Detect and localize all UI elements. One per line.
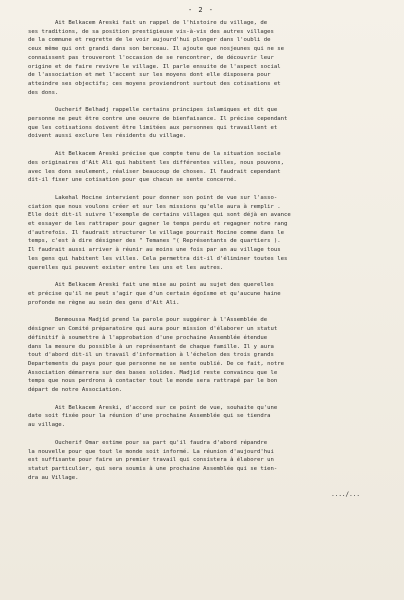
text-line: que les cotisations doivent être limitées aux personnes qui travaillent et <box>28 124 278 131</box>
text-line: désigner un Comité préparatoire qui aura pour mission d'élaborer un statut <box>28 326 278 333</box>
text-line: dra au Village. <box>28 474 79 481</box>
paragraph <box>28 106 374 141</box>
text-line: querelles qui peuvent exister entre les uns et les autres. <box>28 264 224 271</box>
text-line: date soit fixée pour la réunion d'une prochaine Assemblée qui se tiendra <box>28 413 271 420</box>
text-line: temps, c'est à dire désigner des " Temanes "( Représentants de quartiers ). <box>28 238 281 245</box>
text-line: origine et de faire revivre le village. Il parle ensuite de l'aspect social <box>28 63 281 70</box>
paragraph <box>28 439 374 483</box>
text-line: définitif à soumettre à l'approbation d'une prochaine Assemblée étendue <box>28 334 268 341</box>
text-line: dit-il fixer une cotisation pour que chacun se sente concerné. <box>28 177 237 184</box>
text-line: Oucherif Omar estime pour sa part qu'il faudra d'abord répandre <box>28 439 268 446</box>
text-line: Il faudrait aussi arriver à réunir au moins une fois par an au village tous <box>28 247 281 254</box>
text-line: Oucherif Belhadj rappelle certains principes islamiques et dit que <box>28 107 278 114</box>
text-line: de la commune et regrette de le voir aujourd'hui plonger dans l'oubli de <box>28 37 271 44</box>
text-line: Ait Belkacem Areski fait une mise au point au sujet des querelles <box>28 282 274 289</box>
text-line: et précise qu'il ne peut s'agir que d'un certain égoïsme et qu'aucune haine <box>28 290 281 297</box>
paragraph <box>28 19 374 97</box>
continuation-mark: ..../... <box>331 491 360 499</box>
text-line: des dons. <box>28 89 59 96</box>
text-line: profonde ne règne au sein des gens d'Ait Ali. <box>28 299 180 306</box>
paragraph <box>28 281 374 307</box>
text-line: temps que nous perdrons à contacter tout le monde sera rattrapé par le bon <box>28 378 278 385</box>
text-line: dans la mesure du possible à un représentant de chaque famille. Il y aura <box>28 343 274 350</box>
text-line: connaissent pas trouveront l'occasion de se rencontrer, de découvrir leur <box>28 54 274 61</box>
text-line: statut particulier, qui sera soumis à une prochaine Assemblée qui se tien- <box>28 465 278 472</box>
text-line: ciation que nous voulons créer et sur les missions qu'elle aura à remplir . <box>28 203 281 210</box>
text-line: départ de notre Association. <box>28 387 123 394</box>
text-line: Ait Belkacem Areski, d'accord sur ce point de vue, souhaite qu'une <box>28 404 278 411</box>
paragraph <box>28 150 374 185</box>
text-line: Lakehal Hocine intervient pour donner son point de vue sur l'asso- <box>28 194 278 201</box>
paragraph <box>28 316 374 394</box>
text-line: ceux même qui ont grandi dans son berceau. Il ajoute que nosjeunes qui ne se <box>28 46 284 53</box>
text-line: personne ne peut être contre une oeuvre de bienfaisance. Il précise cependant <box>28 116 288 123</box>
text-line: d'autrefois. Il faudrait structurer le village pourrait Hocine comme dans le <box>28 229 284 236</box>
page-number: - 2 - <box>187 6 215 14</box>
text-line: Elle doit dit-il suivre l'exemple de certains villages qui sont déjà en avance <box>28 212 291 219</box>
text-line: tout d'abord dit-il un travail d'information à l'échelon des trois grands <box>28 352 274 359</box>
document-body <box>28 19 374 482</box>
text-line: des originaires d'Ait Ali qui habitent les différentes villes, nous pouvons, <box>28 159 284 166</box>
text-line: est suffisante pour faire un premier travail qui consistera à élaborer un <box>28 457 274 464</box>
text-line: au village. <box>28 422 66 429</box>
text-line: Ait Belkacem Areski fait un rappel de l'histoire du village, de <box>28 20 268 26</box>
text-line: Ait Belkacem Areski précise que compte tenu de la situation sociale <box>28 151 281 158</box>
text-line: la nouvelle pour que tout le monde soit informé. La réunion d'aujourd'hui <box>28 448 274 455</box>
text-line: de l'association et met l'accent sur les moyens dont elle disposera pour <box>28 72 271 79</box>
text-line: Departements du pays pour que personne ne se sente oublié. De ce fait, notre <box>28 360 284 367</box>
text-line: et essayer de les rattraper pour gagner le temps perdu et regagner notre rang <box>28 221 288 228</box>
paragraph <box>28 194 374 272</box>
text-line: les gens qui habitent les villes. Cela permettra dit-il d'éliminer toutes les <box>28 255 288 262</box>
text-line: Benmoussa Madjid prend la parole pour suggérer à l'Assemblée de <box>28 317 268 324</box>
text-line: avec les dons seulement, réaliser beaucoup de choses. Il faudrait cependant <box>28 168 281 175</box>
text-line: ses traditions, de sa position prestigieuse vis-à-vis des autres villages <box>28 28 274 35</box>
text-line: atteindre ses objectifs; ces moyens proviendront surtout des cotisations et <box>28 80 281 87</box>
paragraph <box>28 404 374 430</box>
text-line: Association démarrera sur des bases solides. Madjid reste convaincu que le <box>28 369 278 376</box>
text-line: doivent aussi exclure les résidents du village. <box>28 133 187 140</box>
